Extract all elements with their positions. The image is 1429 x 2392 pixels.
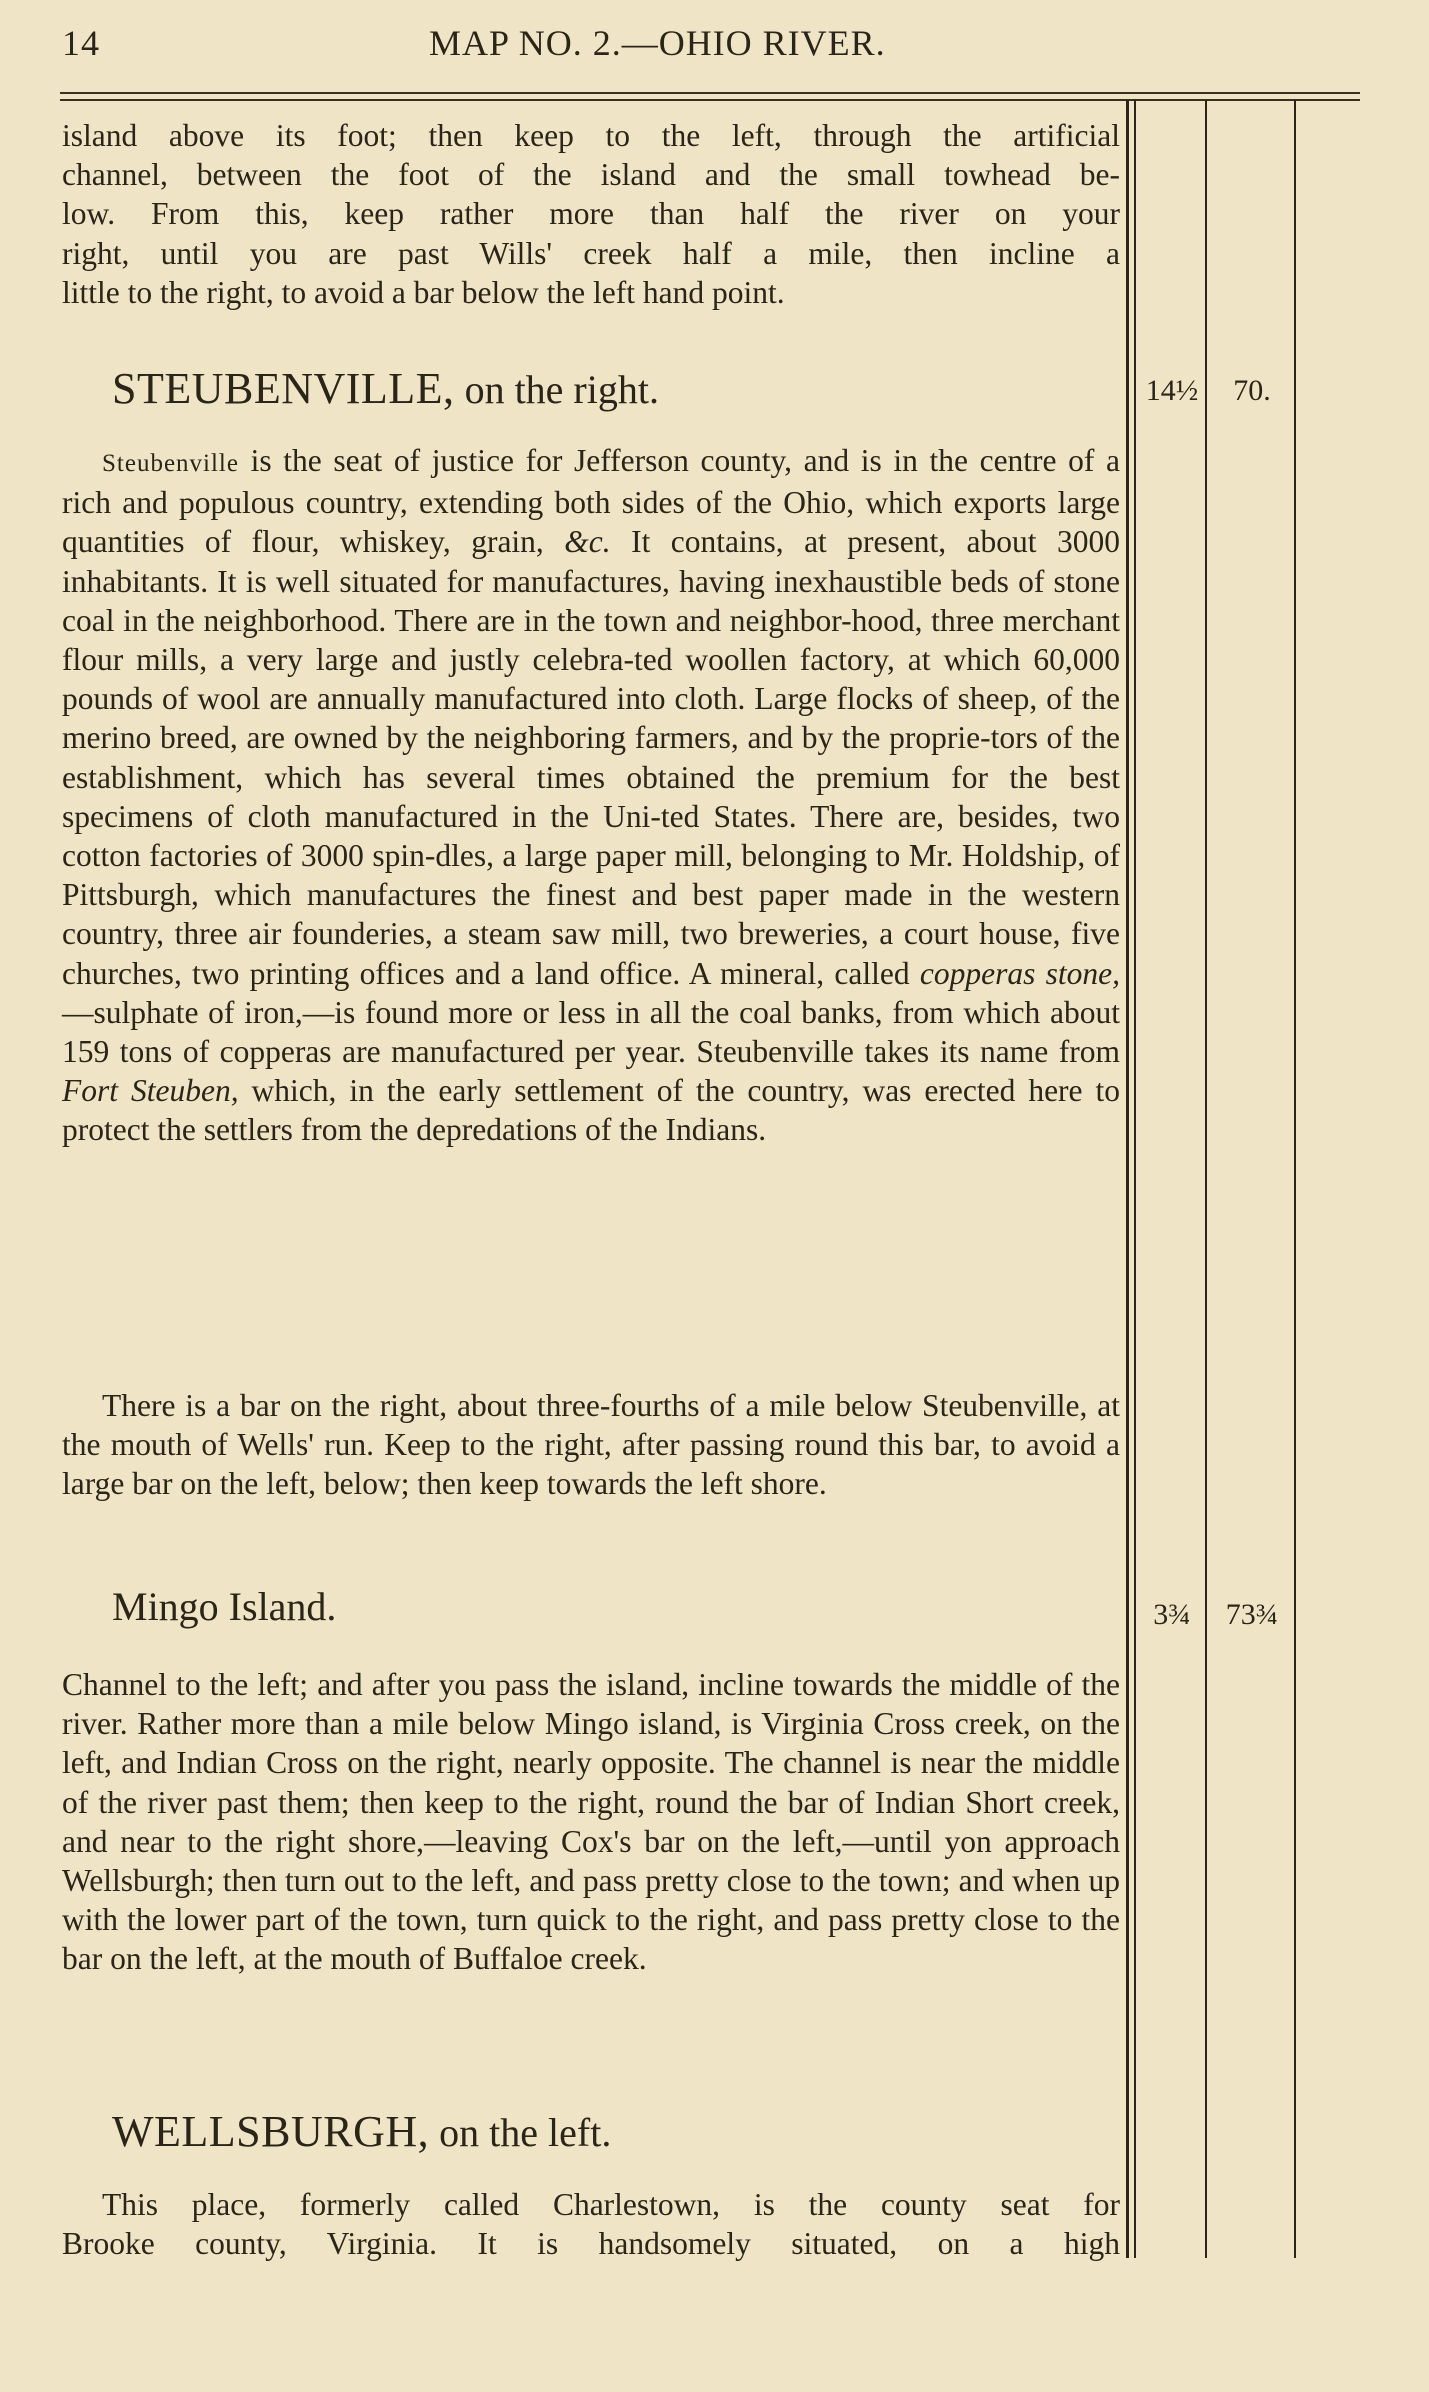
steubenville-text: which, in the early settlement of the country, was erected here to protect the settlers from the depredations of the Indians. [62, 1073, 1120, 1148]
column-rule [1294, 100, 1296, 2258]
text-line: little to the right, to avoid a bar below the left hand point. [62, 274, 785, 310]
text-line: This place, formerly called Charlestown, is the county seat for [102, 2187, 1120, 2222]
header-double-rule [60, 92, 1360, 101]
bar-paragraph [62, 1386, 1120, 1504]
wellsburgh-heading-name: WELLSBURGH, [112, 2107, 430, 2156]
text-line: low. From this, keep rather more than half the river on your [62, 196, 1120, 232]
wellsburgh-heading-side: on the left. [429, 2110, 612, 2155]
text-line: channel, between the foot of the island and the small towhead be- [62, 157, 1120, 193]
mingo-description [62, 1665, 1120, 1979]
mingo-paragraph: Channel to the left; and after you pass the island, incline towards the middle of the river. Rather more than a mile below Mingo island, is Virginia Cross creek, on the left, and Indian Cross on the right, nearly opposite. The channel is near the middle of the river past them; then keep to the right, round the bar of Indian Short creek, and near to the right shore,—leaving Cox's bar on the left,—until yon approach Wellsburgh; then turn out to the left, and pass pretty close to the town; and when up with the lower part of the town, turn quick to the right, and pass pretty close to the bar on the left, at the mouth of Buffaloe creek. [62, 1667, 1120, 1977]
page-number: 14 [62, 23, 100, 63]
mingo-distance-increment: 3¾ [1153, 1598, 1191, 1631]
text-line: right, until you are past Wills' creek half a mile, then incline a [62, 235, 1120, 271]
steubenville-text: is the seat of justice for Jefferson county, and is in the centre of a rich and populous country, extending both sides of the Ohio, which exports large quantities of flour, whiskey, grain, [62, 443, 1120, 560]
mingo-heading: Mingo Island. [112, 1584, 337, 1629]
steubenville-text: —sulphate of iron,—is found more or less in all the coal banks, from which about 159 tons of copperas are manufactured per year. Steubenville takes its name from [62, 994, 1120, 1070]
text-line: Brooke county, Virginia. It is handsomely situated, on a high [62, 2226, 1120, 2262]
column-rule [1126, 100, 1129, 2258]
column-rule [1134, 100, 1136, 2258]
text-line: island above its foot; then keep to the left, through the artificial [62, 118, 1120, 153]
copperas-term: copperas stone, [919, 955, 1120, 991]
intro-paragraph [62, 116, 1120, 312]
etc-abbrev: &c. [564, 524, 611, 560]
steubenville-lead-word: Steubenville [102, 450, 239, 477]
wellsburgh-description [62, 2185, 1120, 2263]
steubenville-heading-side: on the right. [454, 367, 659, 412]
page-header [52, 12, 1312, 72]
bar-paragraph-text: There is a bar on the right, about three-fourths of a mile below Steubenville, at the mouth of Wells' run. Keep to the right, after passing round this bar, to avoid a large bar on the left, below; then keep towards the left shore. [62, 1388, 1120, 1502]
running-head: MAP NO. 2.—OHIO RIVER. [429, 23, 886, 63]
wellsburgh-heading [112, 2107, 611, 2158]
steubenville-heading [112, 364, 659, 415]
column-rule [1205, 100, 1207, 2258]
steubenville-distance-increment: 14½ [1145, 374, 1199, 407]
steubenville-paragraph [62, 441, 1120, 1150]
steubenville-distance-total: 70. [1233, 374, 1271, 407]
steubenville-text: It contains, at present, about 3000 inhabitants. It is well situated for manufactures, having inexhaustible beds of stone coal in the neighborhood. There are in the town and neighbor-hood, three merchant flour mills, a very large and justly celebra-ted woollen factory, at which 60,000 pounds of wool are annually manufactured into cloth. Large flocks of sheep, of the merino breed, are owned by the neighboring farmers, and by the proprie-tors of the establishment, which has several times obtained the premium for the best specimens of cloth manufactured in the Uni-ted States. There are, besides, two cotton factories of 3000 spin-dles, a large paper mill, belonging to Mr. Holdship, of Pittsburgh, which manufactures the finest and best paper made in the western country, three air founderies, a steam saw mill, two breweries, a court house, five churches, two printing offices and a land office. A mineral, called [62, 524, 1120, 991]
mingo-distance-total: 73¾ [1225, 1598, 1279, 1631]
steubenville-description [62, 441, 1120, 1150]
fort-steuben-term: Fort Steuben, [62, 1073, 239, 1109]
steubenville-heading-name: STEUBENVILLE, [112, 364, 455, 413]
